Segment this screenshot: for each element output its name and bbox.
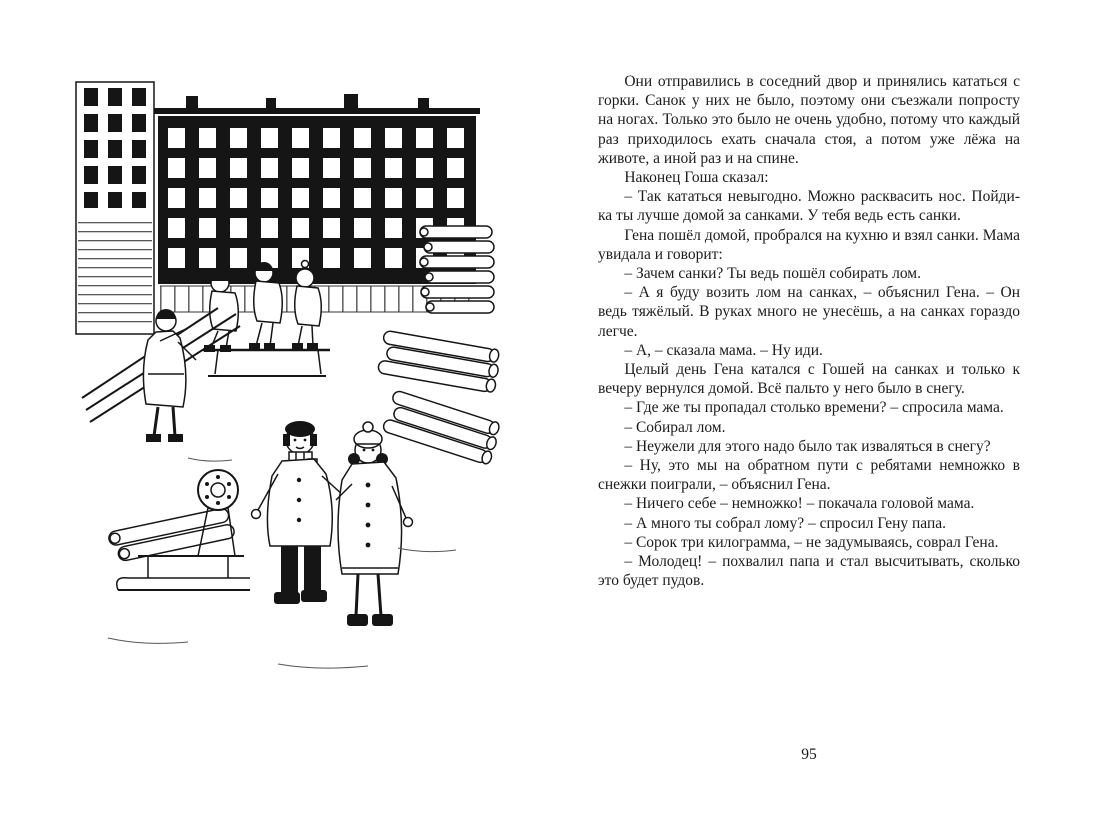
paragraph: – А, – сказала мама. – Ну иди. xyxy=(624,341,823,359)
paragraph: Гена пошёл домой, пробрался на кухню и взял санки. Мама увидала и говорит: xyxy=(598,226,1020,263)
paragraph: – Неужели для этого надо было так изваляться в снегу? xyxy=(624,437,991,455)
paragraph: – Ничего себе – немножко! – покачала головой мама. xyxy=(624,495,975,513)
book-illustration xyxy=(68,78,500,682)
paragraph: – Молодец! – похвалил папа и стал высчитывать, сколько это будет пудов. xyxy=(598,553,1020,590)
paragraph: – Зачем санки? Ты ведь пошёл собирать лом. xyxy=(624,265,921,283)
sitting-children-drawing xyxy=(203,261,330,377)
sled-with-pipes-drawing xyxy=(108,470,250,590)
walking-children-drawing xyxy=(252,421,413,626)
page-number: 95 xyxy=(801,746,817,763)
paragraph: – Ну, это мы на обратном пути с ребятами немножко в снежки поиграли, – объяснил Гена. xyxy=(598,457,1020,494)
paragraph: Наконец Гоша сказал: xyxy=(624,169,769,187)
pipe-stack-drawing xyxy=(377,330,500,466)
left-building-drawing xyxy=(76,82,154,334)
paragraph: Целый день Гена катался с Гошей на санках и только к вечеру вернулся домой. Всё пальто у него было в снегу. xyxy=(598,361,1020,398)
paragraph: – А я буду возить лом на санках, – объяснил Гена. – Он ведь тяжёлый. В руках много не унесёшь, а на санках гораздо легче. xyxy=(598,284,1020,340)
paragraph: – Где же ты пропадал столько времени? – спросила мама. xyxy=(624,399,1004,417)
paragraph: – Так кататься невыгодно. Можно расквасить нос. Пойди-ка ты лучше домой за санками. У тебя ведь есть санки. xyxy=(598,188,1020,225)
paragraph: – А много ты собрал лому? – спросил Гену папа. xyxy=(624,514,947,532)
illustration-drawing xyxy=(68,78,500,682)
paragraph: – Сорок три килограмма, – не задумываясь, соврал Гена. xyxy=(624,533,999,551)
paragraph: Они отправились в соседний двор и принялись кататься с горки. Санок у них не было, поэтому они съезжали попросту на ногах. Только это было не очень удобно, потому что каждый раз приходилось ехать сначала стоя, а потом уже лёжа на животе, а иной раз и на спине. xyxy=(598,73,1020,167)
paragraph: – Собирал лом. xyxy=(624,418,726,436)
text-column xyxy=(598,72,1020,590)
